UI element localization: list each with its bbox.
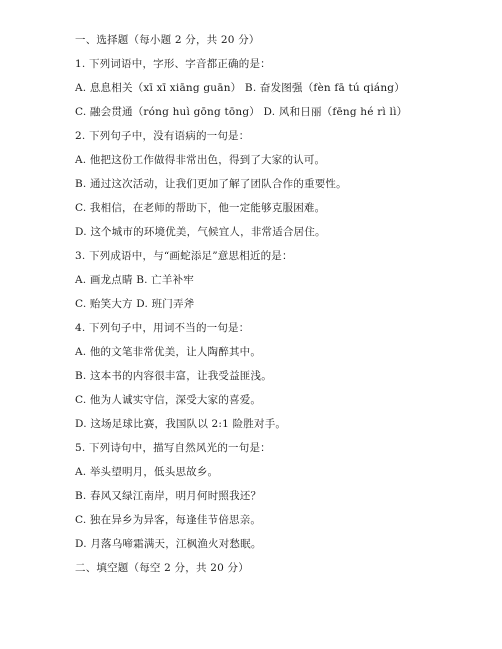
question-2-option-b: B. 通过这次活动，让我们更加了解了团队合作的重要性。 bbox=[75, 178, 347, 190]
question-4-option-c: C. 他为人诚实守信，深受大家的喜爱。 bbox=[75, 394, 262, 406]
section-heading: 二、填空题（每空 2 分，共 20 分） bbox=[75, 562, 249, 574]
question-5-stem: 5. 下列诗句中，描写自然风光的一句是： bbox=[75, 442, 271, 454]
question-5-option-d: D. 月落乌啼霜满天，江枫渔火对愁眠。 bbox=[75, 538, 262, 550]
question-2-option-a: A. 他把这份工作做得非常出色，得到了大家的认可。 bbox=[75, 154, 326, 166]
question-4-option-a: A. 他的文笔非常优美，让人陶醉其中。 bbox=[75, 346, 262, 358]
question-1-options-ab: A. 息息相关（xī xī xiāng guān） B. 奋发图强（fèn fā tú qiáng） bbox=[75, 82, 405, 94]
question-5-option-b: B. 春风又绿江南岸，明月何时照我还？ bbox=[75, 490, 262, 502]
question-3-options-cd: C. 贻笑大方 D. 班门弄斧 bbox=[75, 298, 195, 310]
question-2-option-c: C. 我相信，在老师的帮助下，他一定能够克服困难。 bbox=[75, 202, 326, 214]
question-5-option-a: A. 举头望明月，低头思故乡。 bbox=[75, 466, 219, 478]
question-5-option-c: C. 独在异乡为异客，每逢佳节倍思亲。 bbox=[75, 514, 262, 526]
section-heading: 一、选择题（每小题 2 分，共 20 分） bbox=[75, 34, 260, 46]
question-4-option-d: D. 这场足球比赛，我国队以 2:1 险胜对手。 bbox=[75, 418, 287, 430]
question-3-stem: 3. 下列成语中，与“画蛇添足”意思相近的是： bbox=[75, 250, 293, 262]
question-2-stem: 2. 下列句子中，没有语病的一句是： bbox=[75, 130, 250, 142]
question-4-option-b: B. 这本书的内容很丰富，让我受益匪浅。 bbox=[75, 370, 272, 382]
question-1-options-cd: C. 融会贯通（róng huì gōng tōng） D. 风和日丽（fēng hé rì lì） bbox=[75, 106, 408, 118]
question-3-options-ab: A. 画龙点睛 B. 亡羊补牢 bbox=[75, 274, 194, 286]
question-1-stem: 1. 下列词语中，字形、字音都正确的是： bbox=[75, 58, 271, 70]
question-2-option-d: D. 这个城市的环境优美，气候宜人，非常适合居住。 bbox=[75, 226, 326, 238]
question-4-stem: 4. 下列句子中，用词不当的一句是： bbox=[75, 322, 250, 334]
